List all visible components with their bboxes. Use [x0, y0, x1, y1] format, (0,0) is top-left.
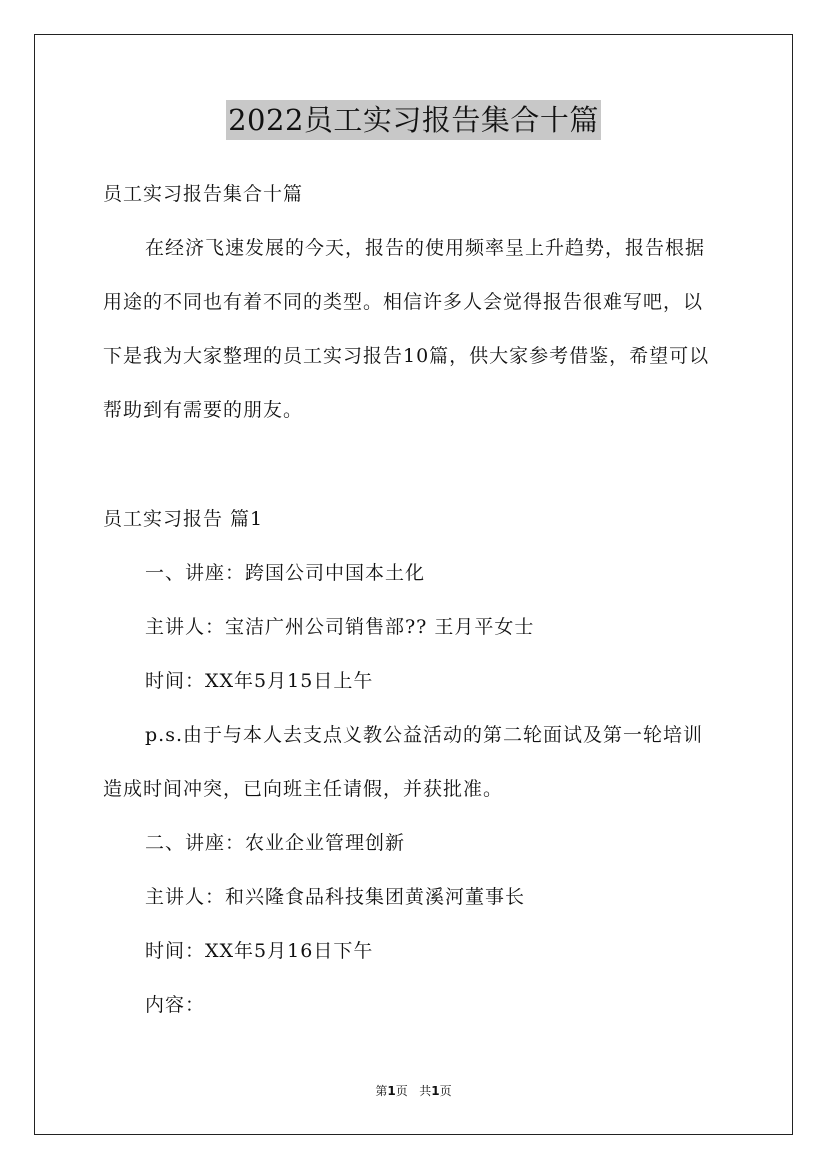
body-line: 二、讲座：农业企业管理创新: [145, 832, 406, 854]
intro-paragraph-line: 用途的不同也有着不同的类型。相信许多人会觉得报告很难写吧，以: [103, 291, 704, 313]
body-line: 一、讲座：跨国公司中国本土化: [145, 562, 426, 584]
footer-total-prefix: 共: [419, 1084, 432, 1098]
intro-paragraph-line: 下是我为大家整理的员工实习报告10篇，供大家参考借鉴，希望可以: [103, 345, 710, 367]
body-line: 主讲人：宝洁广州公司销售部?? 王月平女士: [145, 616, 535, 638]
body-line: 时间：XX年5月16日下午: [145, 940, 374, 962]
footer-page-suffix: 页: [395, 1084, 408, 1098]
document-subtitle: 员工实习报告集合十篇: [103, 183, 304, 205]
footer-total-suffix: 页: [439, 1084, 452, 1098]
body-line: 时间：XX年5月15日上午: [145, 670, 374, 692]
intro-paragraph-line: 帮助到有需要的朋友。: [103, 399, 304, 421]
body-line: 内容：: [145, 994, 206, 1016]
intro-paragraph-line: 在经济飞速发展的今天，报告的使用频率呈上升趋势，报告根据: [145, 237, 706, 259]
footer-total-number: 1: [431, 1084, 440, 1098]
document-title: 2022员工实习报告集合十篇: [226, 100, 601, 140]
footer-page-prefix: 第: [375, 1084, 388, 1098]
section-heading: 员工实习报告 篇1: [103, 508, 264, 530]
footer-page-number: 1: [387, 1084, 396, 1098]
body-line: 主讲人：和兴隆食品科技集团黄溪河董事长: [145, 886, 526, 908]
page-footer: [0, 1083, 827, 1099]
body-line: p.s.由于与本人去支点义教公益活动的第二轮面试及第一轮培训: [145, 724, 703, 746]
title-container: [0, 100, 827, 140]
body-line: 造成时间冲突，已向班主任请假，并获批准。: [103, 778, 504, 800]
